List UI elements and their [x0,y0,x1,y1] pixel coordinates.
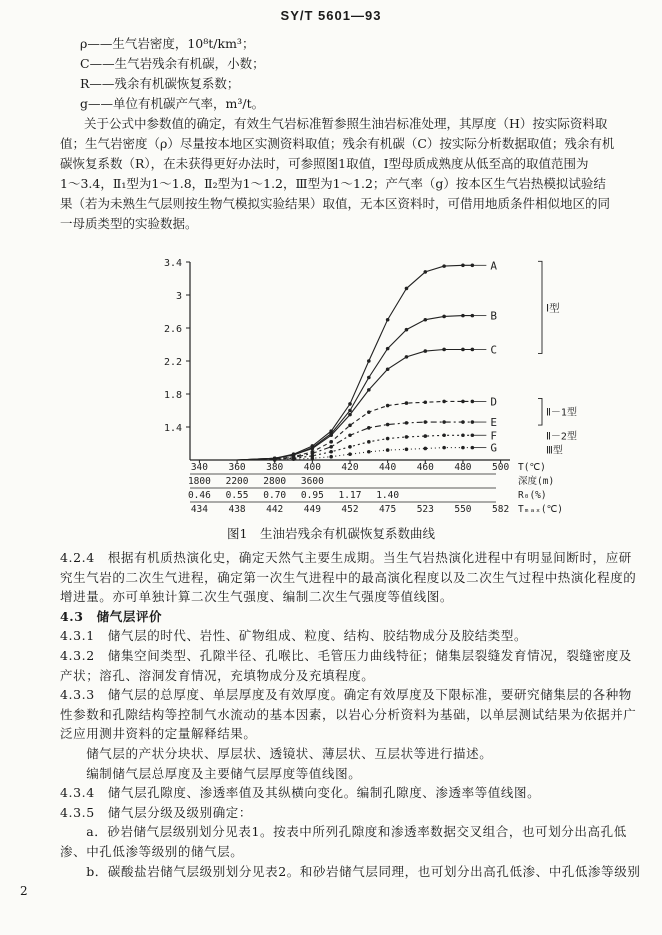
x-tick-label: 360 [228,462,246,473]
x-axis-row-label: 深度(m) [518,476,555,487]
x-tick-label: 3600 [300,476,324,487]
body-line: 产状；溶孔、溶洞发育情况，充填物成分及充填程度。 [60,667,375,683]
x-tick-label: 523 [416,504,434,515]
body-line: 编制储气层总厚度及主要储气层厚度等值线图。 [60,765,362,781]
series-point-C [367,388,371,392]
series-point-G [423,447,427,451]
body-line: 增进量。亦可单独计算二次生气强度、编制二次生气强度等值线图。 [60,589,454,605]
series-point-G [311,457,315,461]
x-tick-label: 550 [454,504,472,515]
series-point-F [461,433,465,437]
x-tick-label: 438 [228,504,246,515]
series-point-G [405,447,409,451]
series-point-E [461,420,465,424]
group-label: Ⅲ型 [546,445,563,457]
series-point-A [405,287,409,291]
x-tick-label: 2800 [263,476,287,487]
series-point-G [367,450,371,454]
x-tick-label: 449 [303,504,321,515]
series-label-G: G [490,441,497,455]
series-point-D [405,401,409,405]
series-point-B [423,318,427,322]
series-point-G [329,455,333,459]
series-label-E: E [490,416,497,430]
series-point-D [386,404,390,408]
series-point-D [442,400,446,404]
series-point-F [386,437,390,441]
body-line: 4.3.2 储集空间类型、孔隙半径、孔喉比、毛管压力曲线特征；储集层裂缝发育情况，裂缝密度及 [60,647,632,663]
intro-line: 一母质类型的实验数据。 [60,216,198,231]
figure-caption: 图1 生油岩残余有机碳恢复系数曲线 [227,526,435,541]
series-point-E [442,420,446,424]
y-tick-label: 2.6 [163,324,182,335]
x-tick-label: 460 [416,462,434,473]
series-point-G [292,457,296,461]
series-point-D [348,424,352,428]
body-line: 渗、中孔低渗等级别的储气层。 [60,843,244,859]
series-point-D [423,400,427,404]
x-tick-label: 380 [266,462,284,473]
series-point-C [329,433,333,437]
group-label: Ⅰ型 [546,302,560,315]
body-line: 究生气岩的二次生气进程，确定第一次生气进程中的最高演化程度以及二次生气过程中热演化程度的 [60,569,637,585]
x-tick-label: 582 [492,504,510,515]
series-point-E [423,420,427,424]
definition-g: g——单位有机碳产气率，m³/t。 [80,96,265,111]
y-tick-label: 2.2 [163,357,182,368]
x-axis-row-label: R₀(%) [518,490,547,501]
series-point-G [348,452,352,456]
series-point-A [386,318,390,322]
definition-rho: ρ——生气岩密度，10⁸t/km³； [80,36,255,51]
series-point-C [423,349,427,353]
series-point-B [348,409,352,413]
x-tick-label: 0.55 [225,490,249,501]
series-point-F [442,433,446,437]
series-point-D [367,410,371,414]
series-point-G [273,458,277,462]
x-tick-label: 1800 [187,476,211,487]
series-label-B: B [490,309,497,323]
series-point-A [461,264,465,268]
series-point-B [367,376,371,380]
y-tick-label: 3.4 [163,258,182,269]
series-label-F: F [490,429,497,443]
group-bracket-type-2-1 [538,398,542,425]
series-point-A [348,402,352,406]
y-tick-label: 1.8 [163,390,182,401]
body-line: b．碳酸盐岩储气层级别划分见表2。和砂岩储气层同理，也可划分出高孔低渗、中孔低渗等级别 [60,863,641,879]
series-point-G [461,446,465,450]
intro-line: 1～3.4，Ⅱ₁型为1～1.8，Ⅱ₂型为1～1.2，Ⅲ型为1～1.2；产气率（g）按本区生气岩热模拟试验结 [60,176,606,191]
page-header: SY/T 5601—93 [280,8,382,23]
series-point-E [348,433,352,437]
series-point-E [367,426,371,430]
body-line: 4.3.4 储气层孔隙度、渗透率值及其纵横向变化。编制孔隙度、渗透率等值线图。 [60,785,541,801]
group-label: Ⅱ－2型 [546,431,577,443]
series-point-D [329,440,333,444]
group-bracket-type-1 [538,261,542,353]
x-tick-label: 0.70 [263,490,287,501]
section-heading: 4.3 储气层评价 [60,608,163,624]
x-tick-label: 1.40 [376,490,400,501]
x-tick-label: 340 [190,462,208,473]
series-point-B [442,315,446,319]
intro-line: 碳恢复系数（R），在未获得更好办法时，可参照图1取值，Ⅰ型母质成熟度从低至高的取值范围为 [60,156,589,171]
x-tick-label: 480 [454,462,472,473]
x-tick-label: 0.46 [187,490,211,501]
series-point-F [329,450,333,454]
body-line: a．砂岩储气层级别划分见表1。按表中所列孔隙度和渗透率数据交叉组合，也可划分出高孔低 [60,824,627,840]
series-point-A [423,270,427,274]
x-axis-row-label: Tₘₐₓ(℃) [518,504,563,515]
intro-line: 值；生气岩密度（ρ）尽量按本地区实测资料取值；残余有机碳（C）按实际分析数据取值；残余有机 [60,136,615,151]
x-tick-label: 475 [379,504,397,515]
series-label-A: A [490,259,497,273]
series-point-C [348,413,352,417]
body-line: 4.3.5 储气层分级及级别确定： [60,804,253,820]
intro-line: 果（若为未熟生气层则按生物气模拟实验结果）取值，无本区资料时，可借用地质条件相似地区的同 [60,196,611,211]
x-tick-label: 420 [341,462,359,473]
series-point-B [461,314,465,318]
series-point-F [423,434,427,438]
group-label: Ⅱ－1型 [546,407,577,419]
recovery-coefficient-chart [0,250,662,520]
series-point-C [386,367,390,371]
series-point-C [405,355,409,359]
symbol-definitions [80,34,620,114]
body-line: 泛应用测井资料的定量解释结果。 [60,726,257,742]
body-text [60,548,641,881]
series-point-E [405,421,409,425]
x-tick-label: 434 [190,504,208,515]
body-line: 4.2.4 根据有机质热演化史，确定天然气主要生成期。当生气岩热演化进程中有明显间断时，应研 [60,550,632,565]
body-line: 储气层的产状分块状、厚层状、透镜状、薄层状、互层状等进行描述。 [60,745,493,761]
series-point-B [386,347,390,351]
series-label-C: C [490,343,497,357]
x-tick-label: 0.95 [300,490,324,501]
series-point-C [461,348,465,352]
series-point-F [405,435,409,439]
x-tick-label: 1.17 [338,490,362,501]
intro-paragraph [60,114,634,234]
series-label-D: D [490,395,497,409]
y-tick-label: 1.4 [163,423,182,434]
series-point-G [386,448,390,452]
series-point-A [442,264,446,268]
x-axis-row-label: T(℃) [518,462,546,473]
intro-line: 关于公式中参数值的确定，有效生气岩标准暂参照生油岩标准处理，其厚度（H）按实际资料取 [84,116,608,131]
series-point-B [405,328,409,332]
series-point-F [348,445,352,449]
series-point-D [461,400,465,404]
series-point-C [311,447,315,451]
series-point-E [329,445,333,449]
x-tick-label: 500 [492,462,510,473]
series-point-E [386,423,390,427]
series-line-G [199,448,472,460]
x-tick-label: 442 [266,504,284,515]
y-tick-label: 3 [175,291,182,302]
series-point-C [442,348,446,352]
x-tick-label: 2200 [225,476,249,487]
page-number: 2 [20,884,28,898]
x-tick-label: 452 [341,504,359,515]
body-line: 4.3.3 储气层的总厚度、单层厚度及有效厚度。确定有效厚度及下限标准，要研究储集层的各种物 [60,687,632,703]
definition-r: R——残余有机碳恢复系数； [80,76,240,91]
series-point-A [367,359,371,363]
series-point-F [367,440,371,444]
body-line: 性参数和孔隙结构等控制气水流动的基本因素，以岩心分析资料为基础，以单层测试结果为依据并广 [60,706,637,722]
series-point-G [442,446,446,450]
definition-c: C——生气岩残余有机碳，小数； [80,56,265,71]
x-tick-label: 400 [303,462,321,473]
series-line-C [199,350,472,461]
body-line: 4.3.1 储气层的时代、岩性、矿物组成、粒度、结构、胶结物成分及胶结类型。 [60,628,528,644]
x-tick-label: 440 [379,462,397,473]
